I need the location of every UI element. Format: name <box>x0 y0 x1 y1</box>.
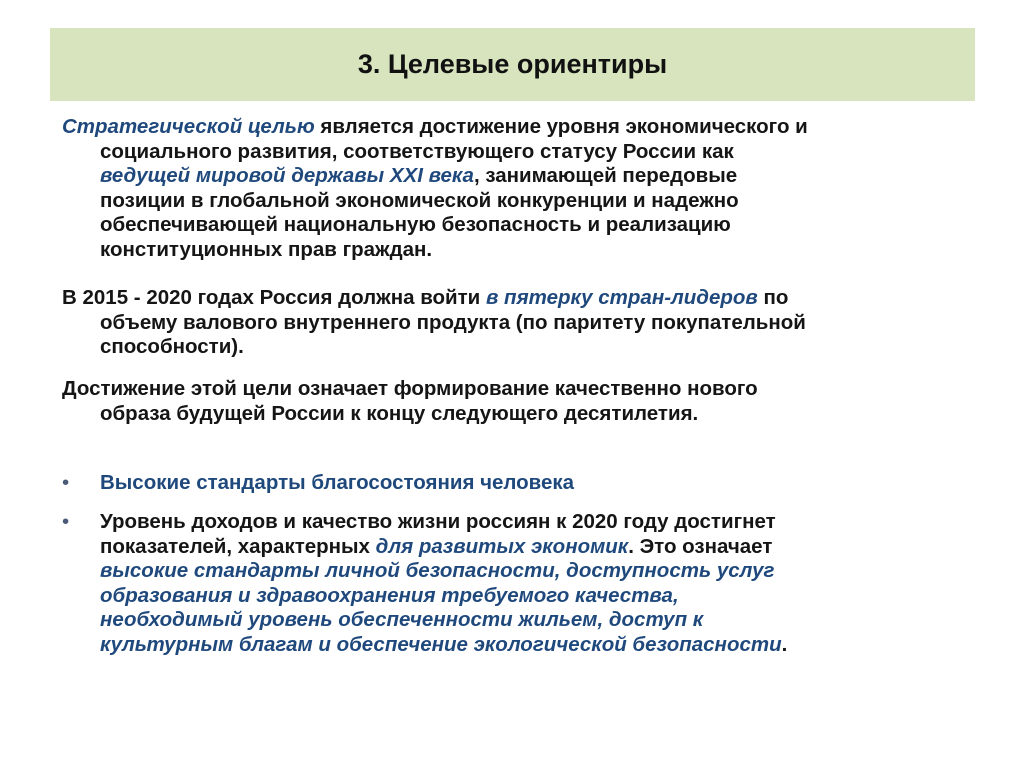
text-segment: объему валового внутреннего продукта (по паритету покупательной <box>100 310 806 334</box>
bullet-item <box>100 510 787 658</box>
emphasis-text: ведущей мировой державы XXI века <box>100 164 474 188</box>
text-segment: образа будущей России к концу следующего десятилетия. <box>100 401 699 425</box>
text-segment: В 2015 - 2020 годах Россия должна войти <box>62 286 486 309</box>
emphasis-text: необходимый уровень обеспеченности жильем, доступ к <box>100 608 704 632</box>
emphasis-text: образования и здравоохранения требуемого качества, <box>100 583 679 607</box>
text-segment: конституционных прав граждан. <box>100 237 433 261</box>
text-segment: Достижение этой цели означает формирование качественно нового <box>62 377 758 400</box>
text-line <box>100 608 787 633</box>
text-line <box>62 335 806 360</box>
emphasis-text: культурным благам и обеспечение экологической безопасности <box>100 632 782 656</box>
emphasis-text: в пятерку стран-лидеров <box>485 286 758 309</box>
text-segment: обеспечивающей национальную безопасность и реализацию <box>100 213 731 237</box>
text-line <box>100 633 787 658</box>
text-line <box>100 535 787 560</box>
text-line <box>62 140 808 165</box>
text-segment: является достижение уровня экономического и <box>314 115 808 138</box>
slide-title-bar <box>50 28 975 101</box>
emphasis-text: для развитых экономик <box>375 534 629 558</box>
text-line <box>62 286 806 311</box>
text-segment: способности). <box>100 335 244 359</box>
text-line <box>62 238 808 263</box>
text-segment: Высокие стандарты благосостояния человека <box>100 471 575 494</box>
text-line <box>62 311 806 336</box>
text-line <box>100 559 787 584</box>
emphasis-text: Стратегической целью <box>62 115 315 138</box>
text-line <box>100 584 787 609</box>
text-segment: позиции в глобальной экономической конкуренции и надежно <box>100 188 739 212</box>
text-line <box>62 377 758 402</box>
text-segment: показателей, характерных <box>100 534 376 558</box>
text-line <box>100 510 787 535</box>
paragraph <box>62 115 808 263</box>
text-line <box>62 115 808 140</box>
paragraph <box>62 377 758 426</box>
text-segment: . Это означает <box>628 534 773 558</box>
text-line <box>100 471 574 496</box>
text-line <box>62 213 808 238</box>
bullet-icon: • <box>62 510 70 533</box>
emphasis-text: высокие стандарты личной безопасности, доступность услуг <box>100 559 775 583</box>
text-segment: по <box>757 286 789 309</box>
text-line <box>62 402 758 427</box>
bullet-icon: • <box>62 471 70 494</box>
text-segment: . <box>781 632 788 656</box>
text-segment: , занимающей передовые <box>473 164 738 188</box>
text-line <box>62 189 808 214</box>
text-segment: Уровень доходов и качество жизни россиян к 2020 году достигнет <box>100 510 776 533</box>
text-line <box>62 164 808 189</box>
slide-title: 3. Целевые ориентиры <box>357 49 668 79</box>
paragraph <box>62 286 806 360</box>
bullet-item <box>100 471 574 496</box>
text-segment: социального развития, соответствующего статусу России как <box>100 139 734 163</box>
